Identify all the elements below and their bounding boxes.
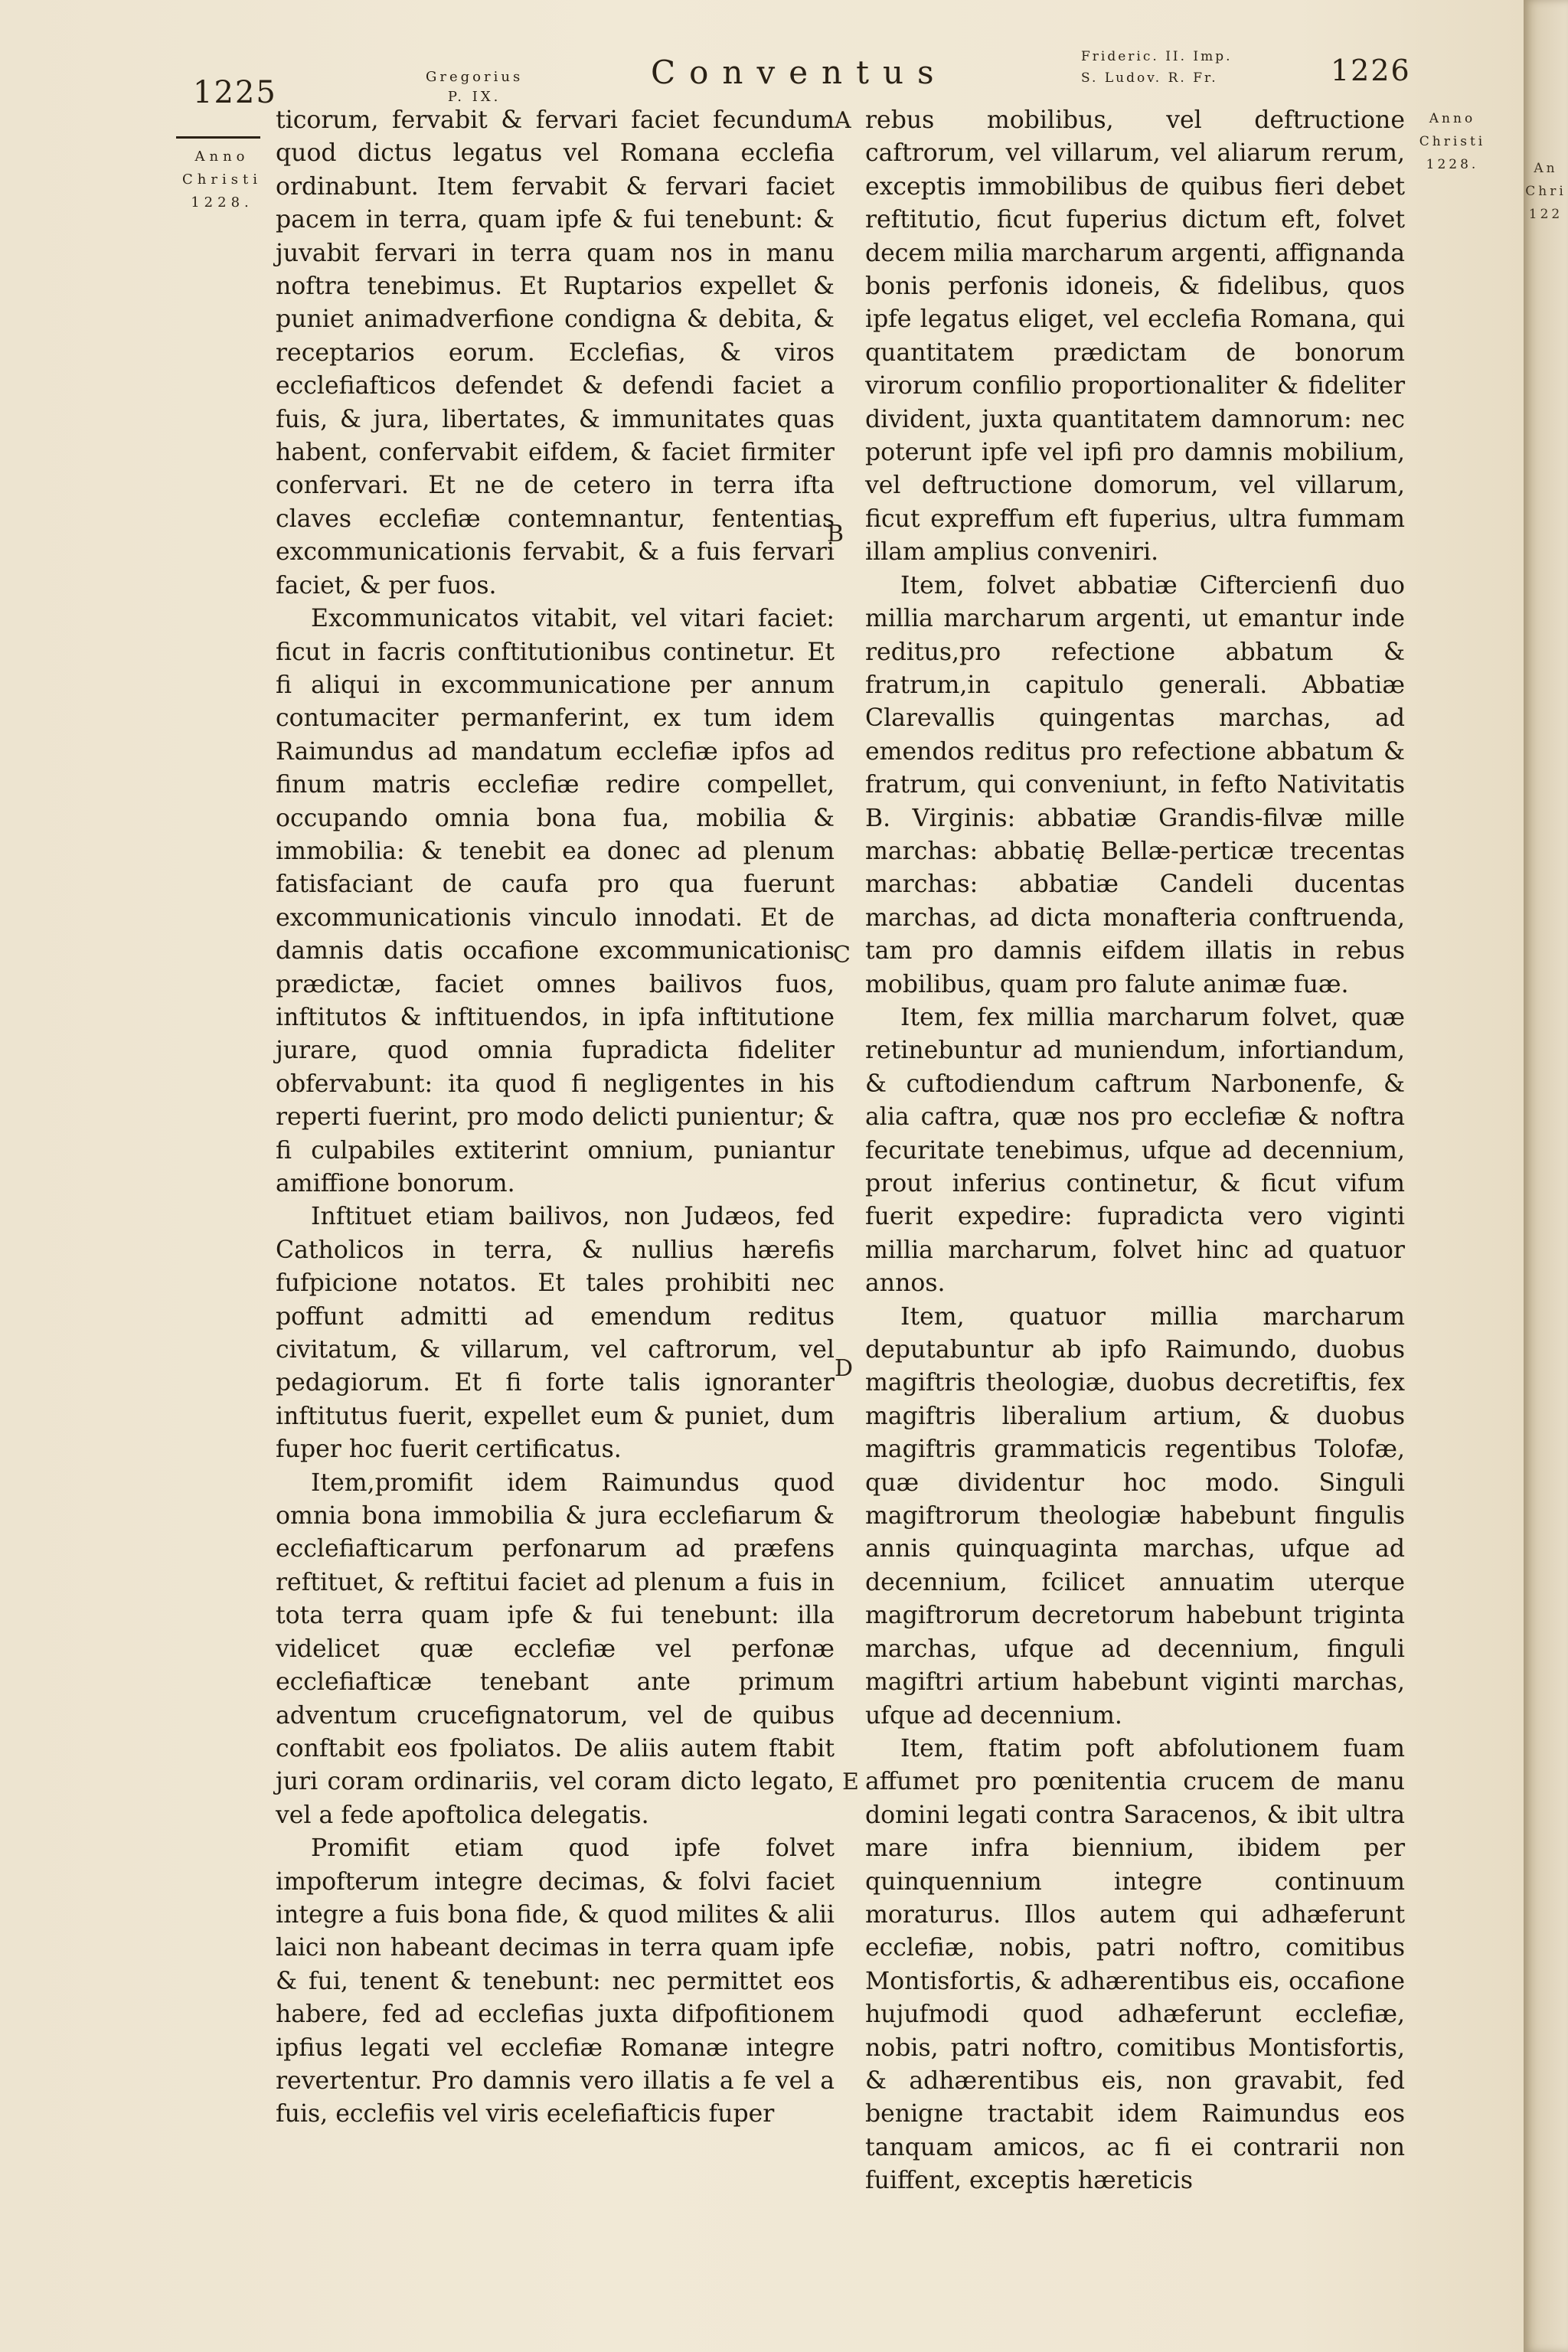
margin-year-next-page bbox=[1524, 157, 1568, 226]
king-line: S. Ludov. R. Fr. bbox=[1081, 70, 1218, 86]
section-letter-e: E bbox=[842, 1769, 859, 1795]
section-letter-c: C bbox=[833, 942, 851, 969]
paragraph: ticorum, fervabit & fervari faciet fecundum quod dictus legatus vel Romana ecclefia ordinabunt. Item fervabit & fervari faciet pacem in terra, quam ipfe & fui tenebunt: & juvabit fervari in terra quam nos in manu noftra tenebimus. Et Ruptarios expellet & puniet animadverfione condigna & debita, & receptarios eorum. Ecclefias, & viros ecclefiafticos defendet & defendi faciet a fuis, & jura, libertates, & immunitates quas habent, confervabit eifdem, & faciet firmiter confervari. Et ne de cetero in terra ifta claves ecclefiæ contemnantur, fententias excommunicationis fervabit, & a fuis fervari faciet, & per fuos. bbox=[276, 106, 835, 599]
paragraph: Item, quatuor millia marcharum deputabuntur ab ipfo Raimundo, duobus magiftris theologiæ, duobus decretiftis, fex magiftris liberalium artium, & duobus magiftris grammaticis regentibus Tolofæ, quæ dividentur hoc modo. Singuli magiftrorum theologiæ habebunt fingulis annis quinquaginta marchas, ufque ad decennium, fcilicet annuatim uterque magiftrorum decretorum habebunt triginta marchas, ufque ad decennium, finguli magiftri artium habebunt viginti marchas, ufque ad decennium. bbox=[865, 1302, 1405, 1730]
paragraph: Promifit etiam quod ipfe folvet impofterum integre decimas, & folvi faciet integre a fuis bona fide, & quod milites & alii laici non habeant decimas in terra quam ipfe & fui, tenent & tenebunt: nec permittet eos habere, fed ad ecclefias juxta difpofitionem ipfius legati vel ecclefiæ Romanæ integre revertentur. Pro damnis vero illatis a fe vel a fuis, ecclefiis vel viris ecelefiafticis fuper bbox=[276, 1834, 835, 2128]
margin-year-right bbox=[1410, 107, 1494, 176]
pope-number: P. IX. bbox=[447, 89, 501, 105]
margin-anno: Anno bbox=[194, 149, 250, 165]
margin-year: 122 bbox=[1528, 207, 1563, 222]
section-letter-a: A bbox=[835, 107, 851, 134]
margin-christi: Christi bbox=[1419, 134, 1486, 149]
running-head-pope bbox=[426, 67, 523, 107]
next-page-edge bbox=[1524, 0, 1568, 2352]
page-number-right: 1226 bbox=[1331, 54, 1411, 87]
paragraph: Excommunicatos vitabit, vel vitari faciet: ficut in facris conftitutionibus continetur. Et fi aliqui in excommunicatione per annum contumaciter permanferint, ex tum idem Raimundus ad mandatum ecclefiæ ipfos ad finum matris ecclefiæ redire compellet, occupando omnia bona fua, mobilia & immobilia: & tenebit ea donec ad plenum fatisfaciant de caufa pro qua fuerunt excommunicationis vinculo innodati. Et de damnis datis occafione excommunicationis prædictæ, faciet omnes bailivos fuos, inftitutos & inftituendos, in ipfa inftitutione jurare, quod omnia fupradicta fideliter obfervabunt: ita quod fi negligentes in his reperti fuerint, pro modo delicti punientur; & fi culpabiles extiterint omnium, puniantur amiffione bonorum. bbox=[276, 605, 835, 1197]
paragraph: Item,promifit idem Raimundus quod omnia bona immobilia & jura ecclefiarum & ecclefiafticarum perfonarum ad præfens reftituet, & reftitui faciet ad plenum a fuis in tota terra quam ipfe & fui tenebunt: illa videlicet quæ ecclefiæ vel perfonæ ecclefiafticæ tenebant ante primum adventum crucefignatorum, vel de quibus conftabit eos fpoliatos. De aliis autem ftabit juri coram ordinariis, vel coram dicto legato, vel a fede apoftolica delegatis. bbox=[276, 1468, 835, 1829]
paragraph: Inftituet etiam bailivos, non Judæos, fed Catholicos in terra, & nullius hærefis fufpicione notatos. Et tales prohibiti nec poffunt admitti ad emendum reditus civitatum, & villarum, vel caftrorum, vel pedagiorum. Et fi forte talis ignoranter inftitutus fuerit, expellet eum & puniet, dum fuper hoc fuerit certificatus. bbox=[276, 1203, 835, 1464]
pope-name: Gregorius bbox=[426, 69, 524, 85]
margin-year: 1228. bbox=[1426, 157, 1479, 172]
margin-anno: Anno bbox=[1429, 111, 1476, 126]
margin-anno: An bbox=[1534, 161, 1558, 176]
margin-year-left bbox=[176, 145, 268, 214]
paragraph: Item, folvet abbatiæ Ciftercienfi duo millia marcharum argenti, ut emantur inde reditus,pro refectione abbatum & fratrum,in capitulo generali. Abbatiæ Clarevallis quingentas marchas, ad emendos reditus pro refectione abbatum & fratrum, qui conveniunt, in fefto Nativitatis B. Virginis: abbatiæ Grandis-filvæ mille marchas: abbatię Bellæ-perticæ trecentas marchas: abbatiæ Candeli ducentas marchas, ad dicta monafteria conftruenda, tam pro damnis eifdem illatis in rebus mobilibus, quam pro falute animæ fuæ. bbox=[865, 571, 1405, 998]
margin-year: 1228. bbox=[191, 194, 253, 211]
emperor-line: Frideric. II. Imp. bbox=[1081, 49, 1233, 64]
right-column bbox=[865, 104, 1405, 2198]
section-letter-b: B bbox=[827, 521, 844, 547]
running-head-rulers bbox=[1081, 46, 1233, 89]
margin-rule bbox=[176, 136, 260, 139]
margin-christi: Chri bbox=[1525, 184, 1566, 199]
margin-christi: Christi bbox=[182, 172, 262, 188]
paragraph: Item, ftatim poft abfolutionem fuam affumet pro pœnitentia crucem de manu domini legati contra Saracenos, & ibit ultra mare infra biennium, ibidem per quinquennium integre continuum moraturus. Illos autem qui adhæferunt ecclefiæ, nobis, patri noftro, comitibus Montisfortis, & adhærentibus eis, occafione hujufmodi quod adhæferunt ecclefiæ, nobis, patri noftro, comitibus Montisfortis, & adhærentibus eis, non gravabit, fed benigne tractabit idem Raimundus eos tanquam amicos, ac fi ei contrarii non fuiffent, exceptis hæreticis bbox=[865, 1734, 1405, 2195]
page-number-left: 1225 bbox=[193, 75, 277, 110]
running-head-title: Conventus bbox=[651, 54, 948, 91]
section-letter-d: D bbox=[835, 1355, 854, 1382]
left-column bbox=[276, 104, 835, 2132]
paragraph: rebus mobilibus, vel deftructione caftrorum, vel villarum, vel aliarum rerum, exceptis immobilibus de quibus fieri debet reftitutio, ficut fuperius dictum eft, folvet decem milia marcharum argenti, affignanda bonis perfonis idoneis, & fidelibus, quos ipfe legatus eliget, vel ecclefia Romana, qui quantitatem prædictam de bonorum virorum confilio proportionaliter & fideliter divident, juxta quantitatem damnorum: nec poterunt ipfe vel ipfi pro damnis mobilium, vel deftructione domorum, vel villarum, ficut expreffum eft fuperius, ultra fummam illam amplius conveniri. bbox=[865, 106, 1405, 567]
paragraph: Item, fex millia marcharum folvet, quæ retinebuntur ad muniendum, infortiandum, & cuftodiendum caftrum Narbonenfe, & alia caftra, quæ nos pro ecclefiæ & noftra fecuritate tenebimus, ufque ad decennium, prout inferius continetur, & ficut vifum fuerit expedire: fupradicta vero viginti millia marcharum, folvet hinc ad quatuor annos. bbox=[865, 1003, 1405, 1298]
